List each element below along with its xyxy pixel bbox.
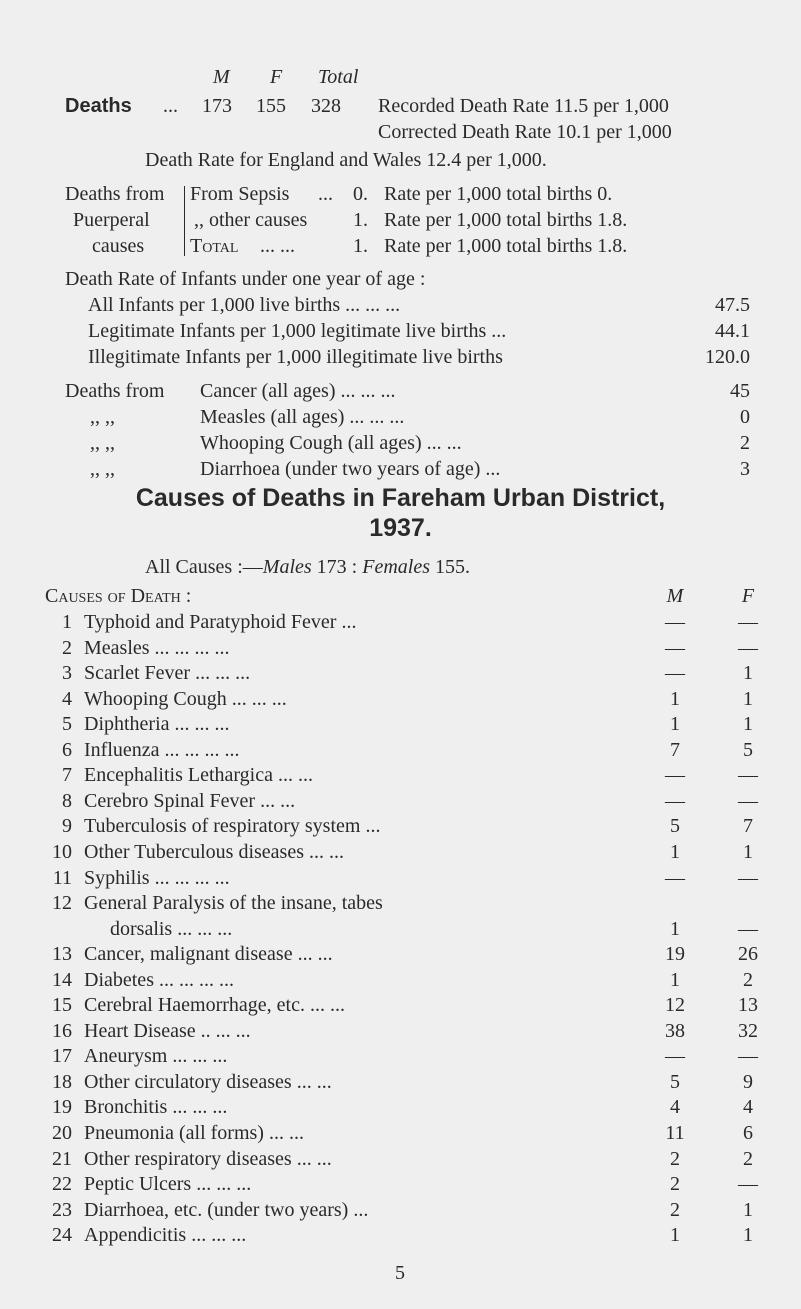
cause-male-count: 1 [670, 687, 680, 710]
cause-number: 1 [62, 611, 72, 633]
cause-number: 11 [52, 866, 72, 889]
infant-row-value-2: 44.1 [715, 320, 750, 342]
cause-number: 19 [52, 1096, 72, 1119]
females-label: Females [362, 556, 430, 578]
cause-name: Influenza ... ... ... ... [84, 738, 240, 761]
cause-number: 24 [52, 1224, 72, 1247]
cause-name: Whooping Cough ... ... ... [84, 687, 287, 710]
cause-name: Diabetes ... ... ... ... [84, 968, 234, 991]
cause-name: Cerebral Haemorrhage, etc. ... ... [84, 994, 345, 1017]
cause-male-count: 4 [670, 1096, 680, 1119]
cause-name: Diarrhoea, etc. (under two years) ... [84, 1198, 369, 1221]
cause-number: 7 [62, 764, 72, 787]
puerperal-cause-1: From Sepsis [190, 183, 290, 205]
cause-name: Syphilis ... ... ... ... [84, 866, 230, 889]
cause-number: 9 [62, 815, 72, 838]
deaths-total: 328 [311, 95, 341, 117]
corrected-death-rate: Corrected Death Rate 10.1 per 1,000 [378, 121, 672, 143]
cause-male-count: 2 [670, 1147, 680, 1170]
cause-number: 12 [52, 892, 72, 915]
cause-female-count: — [738, 636, 758, 659]
cause-number: 21 [52, 1147, 72, 1170]
males-value: 173 : [311, 556, 363, 578]
cause-female-count: — [738, 611, 758, 633]
cause-number: 2 [62, 636, 72, 659]
cause-male-count: — [665, 866, 685, 889]
cause-female-count: — [738, 1173, 758, 1196]
deaths-label: Deaths [65, 95, 132, 117]
cause-name: Aneurysm ... ... ... [84, 1045, 228, 1068]
puerperal-cause-3: Total [190, 235, 239, 257]
cause-name: Typhoid and Paratyphoid Fever ... [84, 611, 357, 633]
cause-male-count: 38 [665, 1019, 685, 1042]
cause-female-count: 1 [743, 662, 753, 685]
cause-female-count: 32 [738, 1019, 758, 1042]
deaths-m: 173 [202, 95, 232, 117]
cause-male-count: 1 [670, 840, 680, 863]
specific-label-2: Measles (all ages) ... ... ... [200, 406, 405, 428]
cause-name: Bronchitis ... ... ... [84, 1096, 228, 1119]
section-title-line-2: 1937. [369, 514, 432, 542]
cause-female-count: 5 [743, 738, 753, 761]
cause-female-count: 9 [743, 1070, 753, 1093]
recorded-death-rate: Recorded Death Rate 11.5 per 1,000 [378, 95, 669, 117]
puerperal-label-1: Deaths from [65, 183, 165, 205]
puerperal-label-2: Puerperal [73, 209, 150, 231]
column-f-header: F [741, 585, 755, 607]
cause-female-count: 1 [743, 713, 753, 736]
cause-female-count: 1 [743, 1198, 753, 1221]
specific-prefix-2: ,, ,, [90, 406, 115, 428]
cause-male-count: 2 [670, 1198, 680, 1221]
cause-name: Other Tuberculous diseases ... ... [84, 840, 344, 863]
cause-number: 10 [52, 840, 72, 863]
cause-number: 4 [62, 687, 72, 710]
puerperal-label-3: causes [92, 235, 145, 257]
cause-male-count: — [665, 662, 685, 685]
cause-male-count: — [665, 611, 685, 633]
cause-male-count: 5 [670, 815, 680, 838]
puerperal-brace [184, 186, 185, 256]
column-m-header: M [666, 585, 684, 607]
infant-heading: Death Rate of Infants under one year of age : [65, 268, 426, 290]
cause-number: 16 [52, 1019, 72, 1042]
cause-female-count: 1 [743, 1224, 753, 1247]
cause-name: Measles ... ... ... ... [84, 636, 230, 659]
cause-female-count: 1 [743, 687, 753, 710]
header-total: Total [318, 66, 359, 88]
puerperal-rate-2: Rate per 1,000 total births 1.8. [384, 209, 628, 231]
cause-name: dorsalis ... ... ... [110, 917, 233, 940]
cause-number: 3 [62, 662, 72, 685]
cause-name: Other respiratory diseases ... ... [84, 1147, 332, 1170]
puerperal-rate-1: Rate per 1,000 total births 0. [384, 183, 613, 205]
puerperal-value-2: 1. [353, 209, 368, 231]
cause-name: Other circulatory diseases ... ... [84, 1070, 332, 1093]
specific-value-4: 3 [740, 458, 750, 480]
cause-male-count: 11 [665, 1122, 685, 1144]
cause-number: 6 [62, 738, 72, 761]
specific-label-1: Cancer (all ages) ... ... ... [200, 380, 396, 402]
page-number: 5 [395, 1262, 405, 1284]
specific-prefix-4: ,, ,, [90, 458, 115, 480]
cause-name: Cerebro Spinal Fever ... ... [84, 789, 296, 812]
cause-number: 13 [52, 943, 72, 966]
cause-female-count: 1 [743, 840, 753, 863]
cause-male-count: — [665, 1045, 685, 1068]
cause-number: 18 [52, 1070, 72, 1093]
cause-female-count: — [738, 917, 758, 940]
cause-female-count: 2 [743, 968, 753, 991]
cause-male-count: 19 [665, 943, 685, 966]
cause-number: 5 [62, 713, 72, 736]
cause-name: Tuberculosis of respiratory system ... [84, 815, 381, 838]
cause-number: 22 [52, 1173, 72, 1196]
males-label: Males [262, 556, 312, 578]
puerperal-dots-3: ... ... [260, 235, 295, 257]
cause-female-count: 4 [743, 1096, 753, 1119]
cause-male-count: 5 [670, 1070, 680, 1093]
specific-label-4: Diarrhoea (under two years of age) ... [200, 458, 501, 480]
cause-name: Peptic Ulcers ... ... ... [84, 1173, 252, 1196]
infant-row-value-3: 120.0 [705, 346, 750, 368]
cause-female-count: 2 [743, 1147, 753, 1170]
cause-name: Cancer, malignant disease ... ... [84, 943, 333, 966]
specific-value-3: 2 [740, 432, 750, 454]
infant-row-label-1: All Infants per 1,000 live births ... ... ... [88, 294, 401, 316]
deaths-f: 155 [256, 95, 286, 117]
cause-name: Scarlet Fever ... ... ... [84, 662, 251, 685]
header-f: F [270, 66, 283, 88]
cause-name: Heart Disease .. ... ... [84, 1019, 251, 1042]
england-death-rate: Death Rate for England and Wales 12.4 per 1,000. [145, 149, 547, 171]
cause-number: 17 [52, 1045, 72, 1068]
cause-name: General Paralysis of the insane, tabes [84, 892, 383, 915]
deaths-dots: ... [163, 95, 178, 117]
cause-female-count: — [738, 866, 758, 889]
specific-prefix-3: ,, ,, [90, 432, 115, 454]
cause-number: 8 [62, 789, 72, 812]
cause-name: Pneumonia (all forms) ... ... [84, 1122, 304, 1144]
cause-male-count: 12 [665, 994, 685, 1017]
cause-female-count: — [738, 789, 758, 812]
females-value: 155. [430, 556, 470, 578]
cause-male-count: — [665, 764, 685, 787]
cause-female-count: 26 [738, 943, 758, 966]
specific-value-2: 0 [740, 406, 750, 428]
cause-female-count: — [738, 1045, 758, 1068]
puerperal-cause-2: ,, other causes [194, 209, 308, 231]
cause-female-count: — [738, 764, 758, 787]
cause-male-count: 1 [670, 917, 680, 940]
all-causes-prefix: All Causes :— [145, 556, 263, 578]
cause-male-count: 1 [670, 713, 680, 736]
cause-number: 14 [52, 968, 72, 991]
cause-number: 20 [52, 1122, 72, 1144]
puerperal-value-3: 1. [353, 235, 368, 257]
specific-prefix-1: Deaths from [65, 380, 165, 402]
cause-name: Diphtheria ... ... ... [84, 713, 230, 736]
cause-name: Encephalitis Lethargica ... ... [84, 764, 313, 787]
cause-number: 15 [52, 994, 72, 1017]
cause-male-count: 7 [670, 738, 680, 761]
puerperal-rate-3: Rate per 1,000 total births 1.8. [384, 235, 628, 257]
cause-male-count: — [665, 789, 685, 812]
cause-male-count: 1 [670, 968, 680, 991]
section-title-line-1: Causes of Deaths in Fareham Urban District, [135, 484, 666, 512]
cause-number: 23 [52, 1198, 72, 1221]
cause-female-count: 13 [738, 994, 758, 1017]
cause-name: Appendicitis ... ... ... [84, 1224, 247, 1247]
puerperal-dots-1: ... [318, 183, 333, 205]
cause-male-count: 2 [670, 1173, 680, 1196]
specific-value-1: 45 [730, 380, 750, 402]
cause-female-count: 6 [743, 1122, 753, 1144]
infant-row-label-2: Legitimate Infants per 1,000 legitimate live births ... [88, 320, 507, 342]
cause-female-count: 7 [743, 815, 753, 838]
all-causes-line [145, 556, 470, 579]
causes-column-header: Causes of Death : [45, 585, 192, 607]
header-m: M [213, 66, 230, 88]
infant-row-value-1: 47.5 [715, 294, 750, 316]
infant-row-label-3: Illegitimate Infants per 1,000 illegitimate live births [88, 346, 503, 368]
cause-male-count: — [665, 636, 685, 659]
cause-male-count: 1 [670, 1224, 680, 1247]
puerperal-value-1: 0. [353, 183, 368, 205]
specific-label-3: Whooping Cough (all ages) ... ... [200, 432, 462, 454]
